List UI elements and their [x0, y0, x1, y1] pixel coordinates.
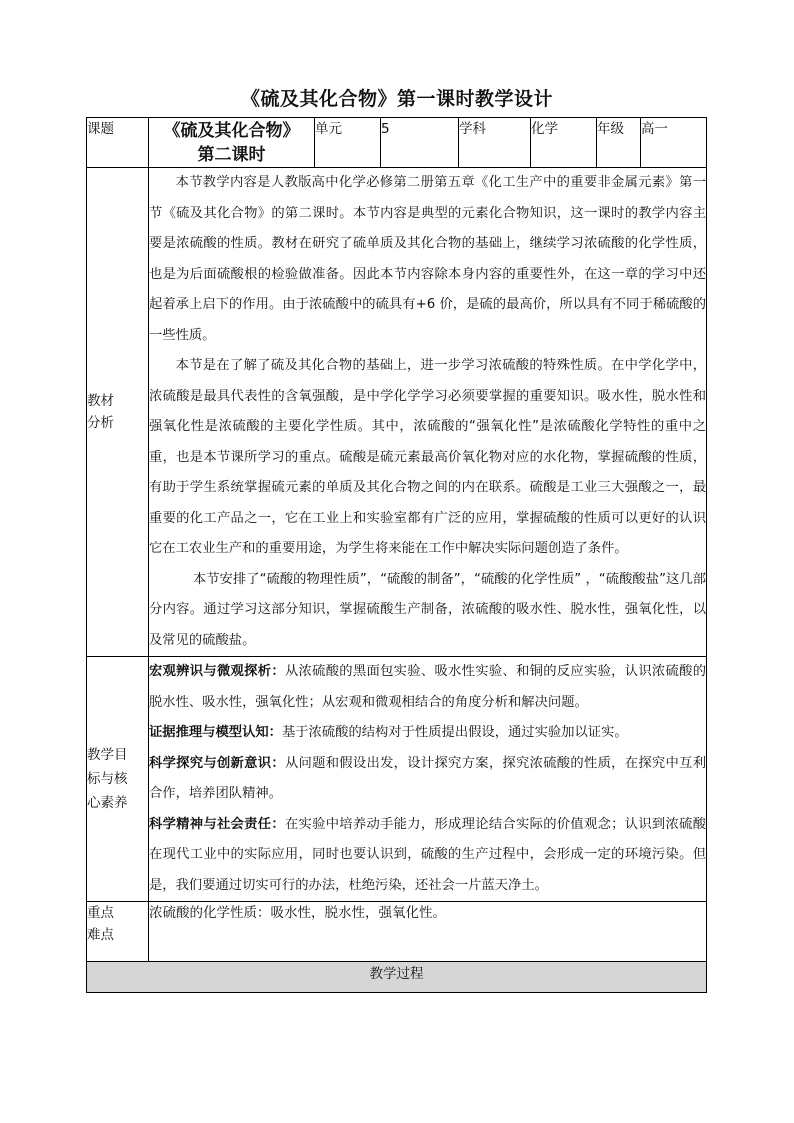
objective-text: 从问题和假设出发，设计探究方案，探究浓硫酸的性质，在探究中互利合作，培养团队精神。	[149, 755, 707, 801]
subject-value: 化学	[531, 118, 597, 168]
key-points-content: 浓硫酸的化学性质：吸水性，脱水性，强氧化性。	[149, 902, 707, 962]
material-paragraph-2: 本节是在了解了硫及其化合物的基础上，进一步学习浓硫酸的特殊性质。在中学化学中，浓硫酸是最具代表性的含氧强酸，是中学化学学习必须要掌握的重要知识。吸水性，脱水性和强氧化性是浓硫酸的主要化学性质。其中，浓硫酸的“强氧化性”是浓硫酸化学特性的重中之重，也是本节课所学习的重点。硫酸是硫元素最高价氧化物对应的水化物，掌握硫酸的性质，有助于学生系统掌握硫元素的单质及其化合物之间的内在联系。硫酸是工业三大强酸之一，最重要的化工产品之一，它在工业上和实验室都有广泛的应用，掌握硫酸的性质可以更好的认识它在工农业生产和的重要用途，为学生将来能在工作中解决实际问题创造了条件。	[149, 358, 706, 556]
objective-text: 从浓硫酸的黑面包实验、吸水性实验、和铜的反应实验，认识浓硫酸的脱水性、吸水性，强氧化性；从宏观和微观相结合的角度分析和解决问题。	[149, 664, 707, 710]
objective-head: 科学探究与创新意识：	[149, 755, 285, 771]
process-row	[87, 962, 707, 993]
topic-label: 课题	[87, 118, 149, 168]
key-points-row	[87, 902, 707, 962]
unit-value: 5	[381, 118, 459, 168]
objective-text: 基于浓硫酸的结构对于性质提出假设，通过实验加以证实。	[281, 725, 628, 740]
subject-label: 学科	[459, 118, 531, 168]
topic-value-line1: 《硫及其化合物》	[163, 121, 300, 141]
objective-head: 证据推理与模型认知：	[149, 725, 282, 740]
grade-value: 高一	[641, 118, 707, 168]
objective-head: 科学精神与社会责任：	[149, 816, 285, 832]
grade-label: 年级	[597, 118, 641, 168]
objective-item	[149, 749, 706, 810]
document-title: 《硫及其化合物》第一课时教学设计	[240, 88, 553, 110]
material-analysis-label-text: 教材分析	[87, 393, 114, 431]
objectives-label-text: 教学目标与核心素养	[87, 747, 128, 811]
material-paragraph-1: 本节教学内容是人教版高中化学必修第二册第五章《化工生产中的重要非金属元素》第一节《硫及其化合物》的第二课时。本节内容是典型的元素化合物知识，这一课时的教学内容主要是浓硫酸的性质。教材在研究了硫单质及其化合物的基础上，继续学习浓硫酸的化学性质，也是为后面硫酸根的检验做准备。因此本节内容除本身内容的重要性外，在这一章的学习中还起着承上启下的作用。由于浓硫酸中的硫具有+6 价，是硫的最高价，所以具有不同于稀硫酸的一些性质。	[149, 175, 706, 343]
material-analysis-label	[87, 168, 149, 657]
material-analysis-row	[87, 168, 707, 657]
objective-head: 宏观辨识与微观探析：	[149, 664, 285, 679]
key-points-label	[87, 902, 149, 962]
objective-item	[149, 718, 706, 749]
key-points-label-text: 重点难点	[87, 905, 114, 943]
lesson-plan-table	[86, 117, 707, 993]
objective-item	[149, 810, 706, 902]
objectives-row	[87, 657, 707, 902]
objectives-label	[87, 657, 149, 902]
material-analysis-content	[149, 168, 707, 657]
topic-value	[149, 118, 315, 168]
objective-item	[149, 657, 706, 718]
material-paragraph-3: 本节安排了“硫酸的物理性质”，“硫酸的制备”，“硫酸的化学性质” ，“硫酸酸盐”这几部分内容。通过学习这部分知识，掌握硫酸生产制备，浓硫酸的吸水性、脱水性，强氧化性，以及常见的硫酸盐。	[149, 571, 706, 648]
objectives-content	[149, 657, 707, 902]
header-row	[87, 118, 707, 168]
process-label: 教学过程	[87, 962, 707, 993]
topic-value-line2: 第二课时	[197, 145, 266, 165]
unit-label: 单元	[315, 118, 381, 168]
objective-text: 在实验中培养动手能力，形成理论结合实际的价值观念；认识到浓硫酸在现代工业中的实际应用，同时也要认识到，硫酸的生产过程中，会形成一定的环境污染。但是，我们要通过切实可行的办法，杜绝污染，还社会一片蓝天净土。	[149, 816, 707, 893]
